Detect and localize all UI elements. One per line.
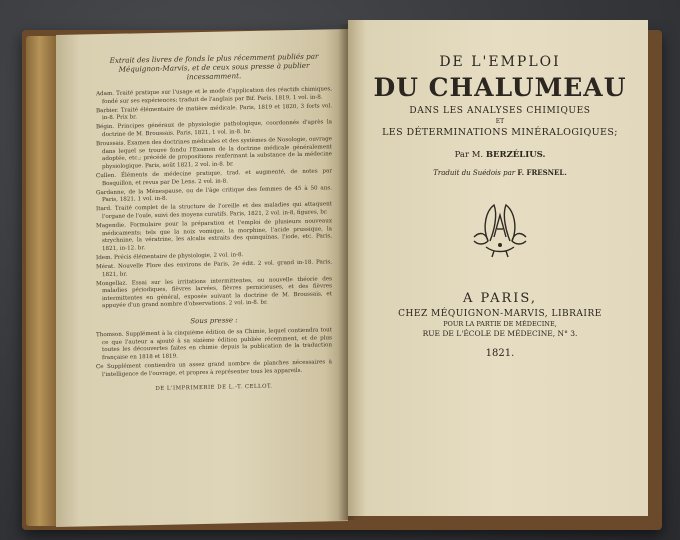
title-line-3: DANS LES ANALYSES CHIMIQUES — [409, 106, 591, 116]
publisher-name: CHEZ MÉQUIGNON-MARVIS, LIBRAIRE — [398, 309, 602, 319]
catalog-entry: Mérat. Nouvelle Flore des environs de Paris, 2e édit. 2 vol. grand in-18. Paris, 1821, br. — [96, 259, 332, 278]
author-prefix: Par M. — [454, 150, 484, 160]
translator-prefix: Traduit du Suédois par — [433, 169, 516, 177]
catalog-entry: Gardanne, de la Ménespause, ou de l'âge critique des femmes de 45 à 50 ans. Paris, 1821, 1 vol. in-8. — [96, 184, 332, 204]
title-page — [348, 20, 648, 516]
sous-presse-entry: Ce Supplément contiendra un assez grand nombre de planches nécessaires à l'intelligence de l'ouvrage, et propres à représenter tous les appareils. — [96, 359, 332, 378]
catalog-entry: Barbier. Traité élémentaire de matière médicale. Paris, 1819 et 1820, 3 forts vol. in-8. Prix br. — [96, 102, 332, 122]
printer-imprint: DE L'IMPRIMERIE DE L.-T. CELLOT. — [155, 383, 273, 393]
catalog-entry: Adam. Traité pratique sur l'usage et le mode d'application des réactifs chimiques, fondé sur ses expériences; traduit de l'anglais par Bif. Paris, 1819, 1 vol. in-8. — [96, 86, 332, 105]
title-line-5: LES DÉTERMINATIONS MINÉRALOGIQUES; — [382, 127, 618, 138]
catalog-entry: Cullen. Éléments de médecine pratique, trad. et augmenté, de notes par Bosquillon, et revus par De Lens. 2 vol. in-8. — [96, 168, 332, 187]
monogram-ornament-icon — [464, 197, 536, 259]
book-spine-edge — [26, 36, 60, 526]
title-line-1: DE L'EMPLOI — [439, 54, 561, 70]
publisher-specialty: POUR LA PARTIE DE MÉDECINE, — [443, 320, 557, 328]
catalog-entry: Itard. Traité complet de la structure de l'oreille et des maladies qui attaquent l'organe de l'ouïe, suivi des moyens curatifs. Paris, 1821, 2 vol. in-8, figures, br. — [96, 201, 332, 221]
publication-year: 1821. — [485, 348, 515, 359]
sous-presse-heading: Sous presse : — [190, 316, 238, 326]
translator-line — [366, 168, 634, 177]
publication-city: A PARIS, — [463, 291, 537, 306]
author-line — [366, 150, 634, 160]
catalog-entry: Bégin. Principes généraux de physiologie pathologique, coordonnés d'après la doctrine de M. Broussais. Paris, 1821, 1 vol. in-8. br. — [96, 119, 332, 139]
author-name: BERZÉLIUS. — [485, 150, 546, 160]
publisher-address: RUE DE L'ÉCOLE DE MÉDECINE, N° 3. — [422, 329, 578, 338]
title-main: DU CHALUMEAU — [373, 73, 627, 102]
left-page — [56, 29, 348, 527]
left-page-header: Extrait des livres de fonds le plus récemment publiés par Méquignon-Marvis, et de ceux sous presse à publier incessamment. — [109, 51, 319, 82]
catalog-entry: Mongellaz. Essai sur les irritations intermittentes, ou nouvelle théorie des maladies périodiques, fièvres larvées, fièvres pernicieuses, et des fièvres intermittentes en général, exposée suivant la doctrine de M. Broussais, et appuyée d'un grand nombre d'observations. 2 vol. in-8. br. — [96, 275, 332, 310]
catalog-entry: Idem. Précis élémentaire de physiologie, 2 vol. in-8. — [96, 252, 244, 262]
catalog-entry: Broussais. Examen des doctrines médicales et des systèmes de Nosologie, ouvrage dans lequel se trouve fondu l'Examen de la doctrine médicale généralement adoptée, etc.; précédé de propositions renfermant la substance de la médecine physiologique. Paris, août 1821, 2 vol. in-8. br. — [96, 136, 332, 170]
catalog-entry: Magendie. Formulaire pour la préparation et l'emploi de plusieurs nouveaux médicaments; tels que la noix vomique, la morphine, l'acide prussique, la strychnine, la vératrine, les alcalis extraits des quinquinas, l'iode, etc. Paris, 1821, in-12. br. — [96, 218, 332, 252]
catalog-entries — [96, 86, 332, 311]
title-conjunction: ET — [495, 118, 505, 125]
sous-presse-entry: Thomson. Supplément à la cinquième édition de sa Chimie, lequel contiendra tout ce que l'auteur a ajouté à sa sixième édition publiée récemment, et de plus toutes les découvertes faites en chimie depuis la publication de la traduction française en 1818 et 1819. — [96, 327, 332, 361]
translator-name: F. FRESNEL. — [517, 168, 567, 177]
